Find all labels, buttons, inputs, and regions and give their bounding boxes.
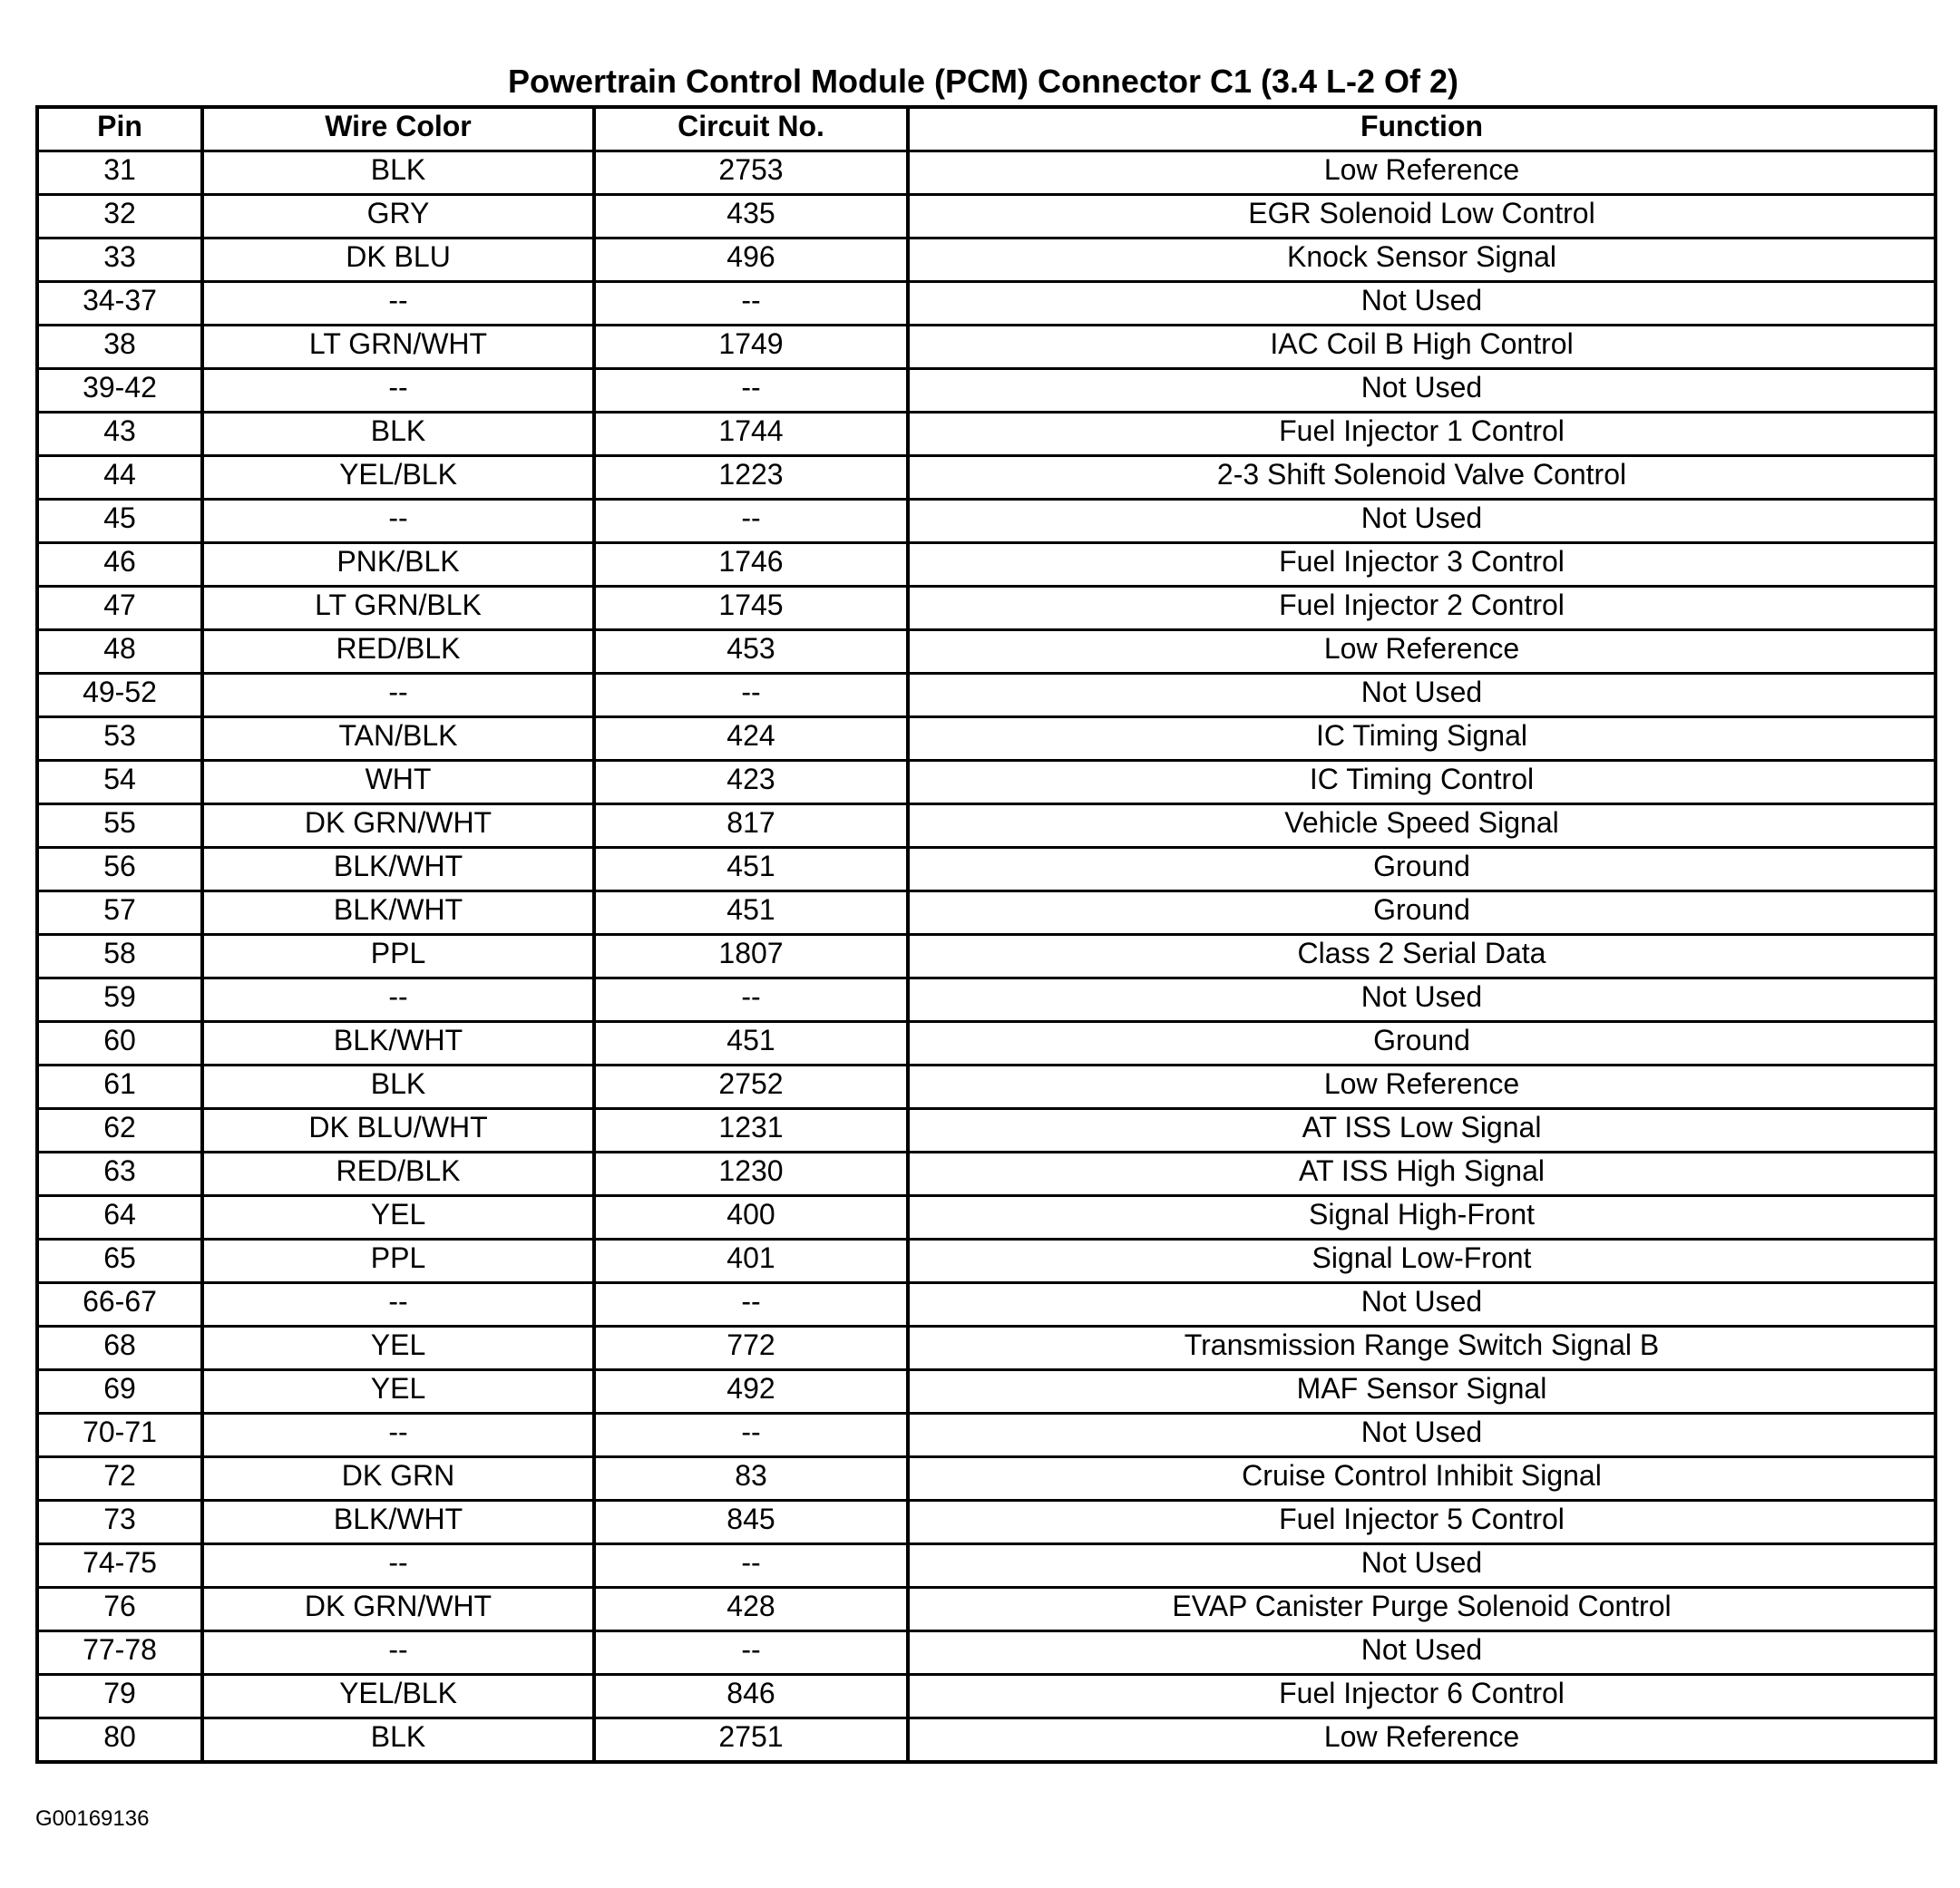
wire-color-cell: BLK <box>202 151 594 195</box>
function-cell: Cruise Control Inhibit Signal <box>908 1457 1936 1501</box>
function-cell: Not Used <box>908 674 1936 717</box>
wire-color-cell: LT GRN/WHT <box>202 326 594 369</box>
wire-color-cell: PPL <box>202 935 594 978</box>
wire-color-cell: BLK <box>202 1066 594 1109</box>
pin-cell: 58 <box>37 935 202 978</box>
wire-color-cell: DK GRN/WHT <box>202 1588 594 1631</box>
table-row <box>37 1544 1936 1588</box>
circuit-no-cell: 1223 <box>594 456 908 500</box>
table-row <box>37 978 1936 1022</box>
circuit-no-header: Circuit No. <box>594 107 908 151</box>
circuit-no-cell: 424 <box>594 717 908 761</box>
function-cell: EVAP Canister Purge Solenoid Control <box>908 1588 1936 1631</box>
function-cell: Ground <box>908 848 1936 891</box>
wire-color-cell: LT GRN/BLK <box>202 587 594 630</box>
pin-cell: 69 <box>37 1370 202 1414</box>
circuit-no-cell: 2752 <box>594 1066 908 1109</box>
function-cell: EGR Solenoid Low Control <box>908 195 1936 238</box>
table-row <box>37 500 1936 543</box>
function-cell: Not Used <box>908 1631 1936 1675</box>
function-cell: IC Timing Control <box>908 761 1936 804</box>
function-cell: IAC Coil B High Control <box>908 326 1936 369</box>
circuit-no-cell: 772 <box>594 1327 908 1370</box>
table-row <box>37 543 1936 587</box>
table-row <box>37 587 1936 630</box>
table-row <box>37 891 1936 935</box>
table-row <box>37 761 1936 804</box>
figure-id: G00169136 <box>35 1806 150 1831</box>
circuit-no-cell: 1746 <box>594 543 908 587</box>
circuit-no-cell: 2753 <box>594 151 908 195</box>
table-row <box>37 413 1936 456</box>
table-row <box>37 1718 1936 1763</box>
circuit-no-cell: 451 <box>594 1022 908 1066</box>
table-row <box>37 1196 1936 1240</box>
wire-color-cell: GRY <box>202 195 594 238</box>
function-cell: Signal Low-Front <box>908 1240 1936 1283</box>
circuit-no-cell: 1749 <box>594 326 908 369</box>
table-row <box>37 326 1936 369</box>
function-cell: Fuel Injector 6 Control <box>908 1675 1936 1718</box>
pin-cell: 72 <box>37 1457 202 1501</box>
circuit-no-cell: 845 <box>594 1501 908 1544</box>
table-title: Powertrain Control Module (PCM) Connector C1 (3.4 L-2 Of 2) <box>507 63 1459 100</box>
wire-color-cell: -- <box>202 1631 594 1675</box>
wire-color-cell: DK GRN/WHT <box>202 804 594 848</box>
function-cell: Fuel Injector 1 Control <box>908 413 1936 456</box>
table-row <box>37 1066 1936 1109</box>
circuit-no-cell: 1807 <box>594 935 908 978</box>
wire-color-cell: YEL/BLK <box>202 1675 594 1718</box>
wire-color-cell: -- <box>202 674 594 717</box>
table-row <box>37 1457 1936 1501</box>
function-cell: Vehicle Speed Signal <box>908 804 1936 848</box>
circuit-no-cell: 401 <box>594 1240 908 1283</box>
circuit-no-cell: 435 <box>594 195 908 238</box>
connector-pin-table <box>35 105 1937 1764</box>
pin-cell: 63 <box>37 1153 202 1196</box>
function-cell: Not Used <box>908 282 1936 326</box>
wire-color-cell: -- <box>202 369 594 413</box>
table-row <box>37 1240 1936 1283</box>
function-cell: Low Reference <box>908 151 1936 195</box>
pin-cell: 70-71 <box>37 1414 202 1457</box>
pin-cell: 34-37 <box>37 282 202 326</box>
circuit-no-cell: 451 <box>594 891 908 935</box>
function-cell: Fuel Injector 3 Control <box>908 543 1936 587</box>
table-row <box>37 674 1936 717</box>
pin-cell: 38 <box>37 326 202 369</box>
function-cell: IC Timing Signal <box>908 717 1936 761</box>
pin-cell: 32 <box>37 195 202 238</box>
pin-cell: 60 <box>37 1022 202 1066</box>
wire-color-cell: DK GRN <box>202 1457 594 1501</box>
pin-cell: 39-42 <box>37 369 202 413</box>
table-row <box>37 1283 1936 1327</box>
function-cell: MAF Sensor Signal <box>908 1370 1936 1414</box>
table-row <box>37 804 1936 848</box>
table-row <box>37 1109 1936 1153</box>
pin-cell: 31 <box>37 151 202 195</box>
circuit-no-cell: 453 <box>594 630 908 674</box>
function-cell: Not Used <box>908 369 1936 413</box>
wire-color-cell: PPL <box>202 1240 594 1283</box>
wire-color-cell: -- <box>202 978 594 1022</box>
function-cell: AT ISS High Signal <box>908 1153 1936 1196</box>
table-row <box>37 1327 1936 1370</box>
circuit-no-cell: 1745 <box>594 587 908 630</box>
pin-cell: 47 <box>37 587 202 630</box>
pin-cell: 33 <box>37 238 202 282</box>
circuit-no-cell: 2751 <box>594 1718 908 1763</box>
table-row <box>37 1631 1936 1675</box>
table-row <box>37 1675 1936 1718</box>
table-row <box>37 1501 1936 1544</box>
function-cell: Transmission Range Switch Signal B <box>908 1327 1936 1370</box>
circuit-no-cell: -- <box>594 1414 908 1457</box>
wire-color-cell: BLK/WHT <box>202 848 594 891</box>
function-cell: Ground <box>908 891 1936 935</box>
table-row <box>37 717 1936 761</box>
table-body <box>37 151 1936 1763</box>
circuit-no-cell: 817 <box>594 804 908 848</box>
circuit-no-cell: -- <box>594 1283 908 1327</box>
wire-color-cell: RED/BLK <box>202 1153 594 1196</box>
wire-color-cell: -- <box>202 282 594 326</box>
wire-color-cell: RED/BLK <box>202 630 594 674</box>
table-row <box>37 1022 1936 1066</box>
pin-cell: 53 <box>37 717 202 761</box>
pin-cell: 66-67 <box>37 1283 202 1327</box>
wire-color-cell: -- <box>202 1544 594 1588</box>
circuit-no-cell: 846 <box>594 1675 908 1718</box>
wire-color-cell: BLK/WHT <box>202 891 594 935</box>
circuit-no-cell: -- <box>594 1544 908 1588</box>
circuit-no-cell: -- <box>594 978 908 1022</box>
wire-color-cell: BLK/WHT <box>202 1501 594 1544</box>
function-cell: Low Reference <box>908 1066 1936 1109</box>
table-row <box>37 1370 1936 1414</box>
circuit-no-cell: -- <box>594 674 908 717</box>
function-cell: Fuel Injector 5 Control <box>908 1501 1936 1544</box>
pin-cell: 44 <box>37 456 202 500</box>
table-row <box>37 238 1936 282</box>
table-row <box>37 151 1936 195</box>
function-cell: Ground <box>908 1022 1936 1066</box>
pin-cell: 48 <box>37 630 202 674</box>
function-cell: AT ISS Low Signal <box>908 1109 1936 1153</box>
wire-color-cell: WHT <box>202 761 594 804</box>
circuit-no-cell: 428 <box>594 1588 908 1631</box>
function-cell: Knock Sensor Signal <box>908 238 1936 282</box>
function-cell: Not Used <box>908 500 1936 543</box>
pin-cell: 64 <box>37 1196 202 1240</box>
circuit-no-cell: 451 <box>594 848 908 891</box>
pin-cell: 49-52 <box>37 674 202 717</box>
wire-color-cell: PNK/BLK <box>202 543 594 587</box>
function-cell: Not Used <box>908 1544 1936 1588</box>
table-row <box>37 1153 1936 1196</box>
function-cell: 2-3 Shift Solenoid Valve Control <box>908 456 1936 500</box>
function-cell: Signal High-Front <box>908 1196 1936 1240</box>
table-row <box>37 848 1936 891</box>
header-row <box>37 107 1936 151</box>
wire-color-cell: -- <box>202 500 594 543</box>
table-row <box>37 369 1936 413</box>
table-row <box>37 195 1936 238</box>
circuit-no-cell: -- <box>594 1631 908 1675</box>
table-row <box>37 630 1936 674</box>
circuit-no-cell: -- <box>594 282 908 326</box>
pin-cell: 45 <box>37 500 202 543</box>
circuit-no-cell: 400 <box>594 1196 908 1240</box>
pin-cell: 55 <box>37 804 202 848</box>
circuit-no-cell: 1231 <box>594 1109 908 1153</box>
pin-cell: 59 <box>37 978 202 1022</box>
function-cell: Fuel Injector 2 Control <box>908 587 1936 630</box>
pin-cell: 62 <box>37 1109 202 1153</box>
table-row <box>37 1414 1936 1457</box>
table-row <box>37 456 1936 500</box>
wire-color-cell: -- <box>202 1414 594 1457</box>
function-cell: Not Used <box>908 1283 1936 1327</box>
circuit-no-cell: -- <box>594 369 908 413</box>
pin-cell: 80 <box>37 1718 202 1763</box>
wire-color-cell: TAN/BLK <box>202 717 594 761</box>
circuit-no-cell: 423 <box>594 761 908 804</box>
wire-color-cell: BLK/WHT <box>202 1022 594 1066</box>
wire-color-cell: YEL <box>202 1327 594 1370</box>
function-cell: Not Used <box>908 1414 1936 1457</box>
circuit-no-cell: 1230 <box>594 1153 908 1196</box>
circuit-no-cell: 1744 <box>594 413 908 456</box>
function-cell: Low Reference <box>908 1718 1936 1763</box>
pin-cell: 79 <box>37 1675 202 1718</box>
table-row <box>37 282 1936 326</box>
pin-cell: 56 <box>37 848 202 891</box>
wire-color-cell: BLK <box>202 1718 594 1763</box>
pin-cell: 43 <box>37 413 202 456</box>
table-row <box>37 1588 1936 1631</box>
pin-cell: 54 <box>37 761 202 804</box>
pin-cell: 57 <box>37 891 202 935</box>
wire-color-cell: BLK <box>202 413 594 456</box>
function-cell: Low Reference <box>908 630 1936 674</box>
wire-color-cell: YEL/BLK <box>202 456 594 500</box>
pin-cell: 74-75 <box>37 1544 202 1588</box>
wire-color-cell: YEL <box>202 1196 594 1240</box>
circuit-no-cell: 83 <box>594 1457 908 1501</box>
pin-cell: 76 <box>37 1588 202 1631</box>
function-cell: Not Used <box>908 978 1936 1022</box>
table-row <box>37 935 1936 978</box>
circuit-no-cell: 496 <box>594 238 908 282</box>
pin-cell: 77-78 <box>37 1631 202 1675</box>
pin-cell: 61 <box>37 1066 202 1109</box>
function-header: Function <box>908 107 1936 151</box>
wire-color-cell: YEL <box>202 1370 594 1414</box>
pin-cell: 68 <box>37 1327 202 1370</box>
circuit-no-cell: -- <box>594 500 908 543</box>
pin-cell: 46 <box>37 543 202 587</box>
circuit-no-cell: 492 <box>594 1370 908 1414</box>
pin-cell: 73 <box>37 1501 202 1544</box>
wire-color-header: Wire Color <box>202 107 594 151</box>
pin-header: Pin <box>37 107 202 151</box>
wire-color-cell: DK BLU <box>202 238 594 282</box>
function-cell: Class 2 Serial Data <box>908 935 1936 978</box>
wire-color-cell: -- <box>202 1283 594 1327</box>
pin-cell: 65 <box>37 1240 202 1283</box>
wire-color-cell: DK BLU/WHT <box>202 1109 594 1153</box>
